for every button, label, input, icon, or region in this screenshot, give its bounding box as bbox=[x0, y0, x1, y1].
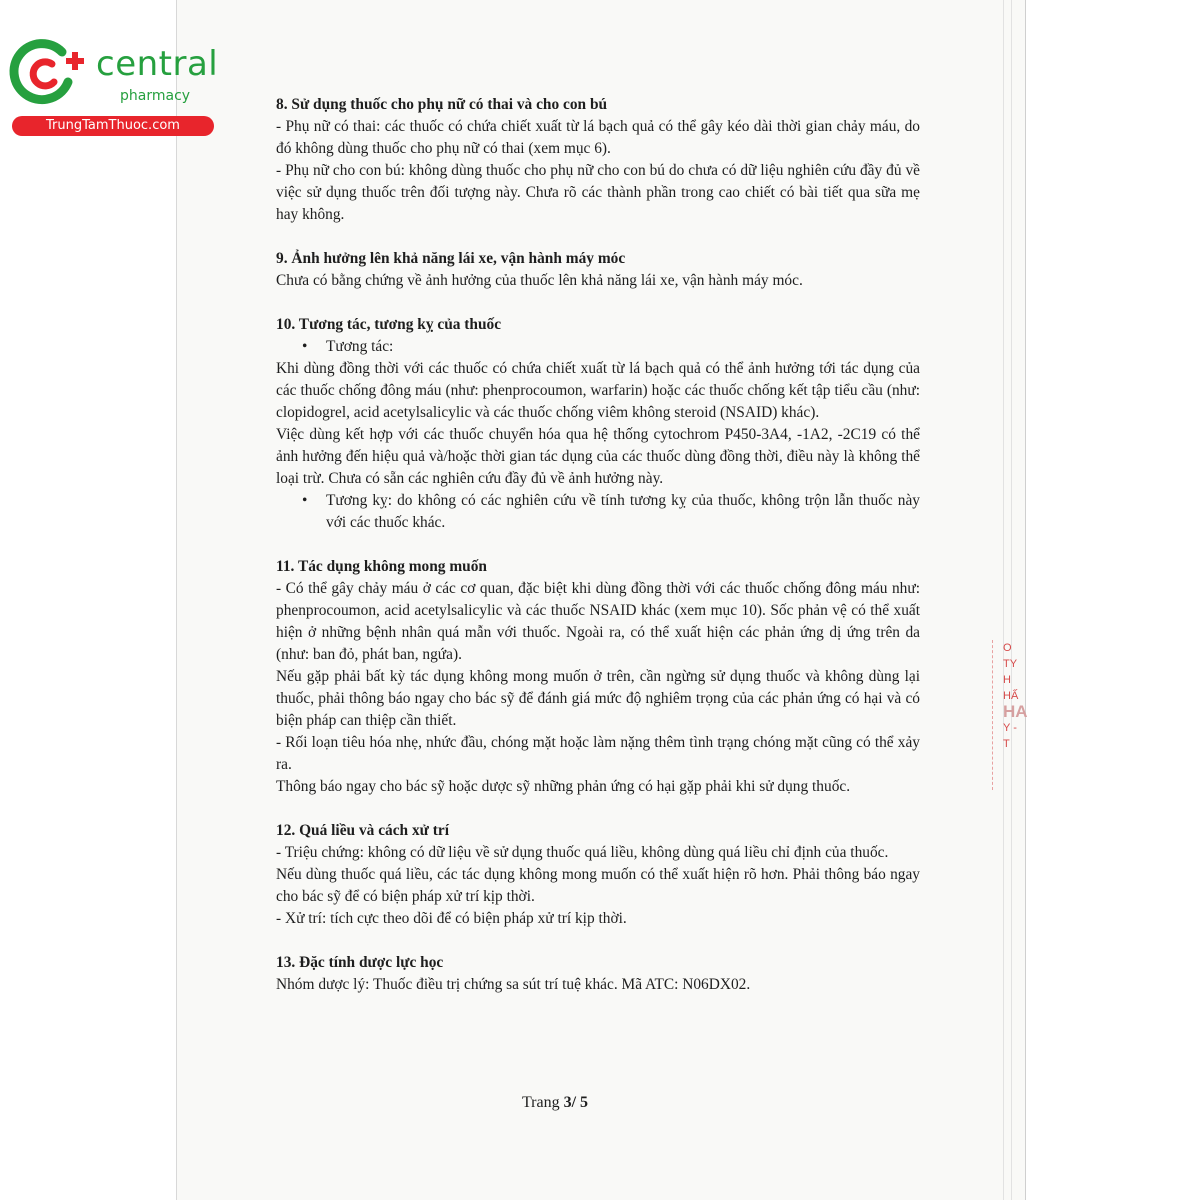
paragraph: - Phụ nữ cho con bú: không dùng thuốc cho phụ nữ cho con bú do chưa có dữ liệu nghiên cứu đầy đủ về việc sử dụng thuốc trên đối tượng này. Chưa rõ các thành phần trong cao chiết có bài tiết qua sữa mẹ hay không. bbox=[276, 162, 920, 223]
central-pharmacy-logo-icon bbox=[8, 38, 88, 108]
brand-name: central bbox=[96, 44, 219, 84]
section-heading: 11. Tác dụng không mong muốn bbox=[276, 558, 487, 575]
document-body bbox=[276, 94, 920, 1018]
bullet-item bbox=[276, 336, 920, 358]
paragraph: - Phụ nữ có thai: các thuốc có chứa chiết xuất từ lá bạch quả có thể gây kéo dài thời gian chảy máu, do đó không dùng thuốc cho phụ nữ có thai (xem mục 6). bbox=[276, 118, 920, 157]
page-count: 3/ 5 bbox=[563, 1094, 589, 1111]
brand-subtitle: pharmacy bbox=[120, 88, 191, 104]
stamp-text: H bbox=[1003, 674, 1011, 686]
page-label: Trang bbox=[521, 1094, 560, 1111]
paragraph: Việc dùng kết hợp với các thuốc chuyển hóa qua hệ thống cytochrom P450-3A4, -1A2, -2C19 có thể ảnh hưởng đến hiệu quả và/hoặc thời gian tác dụng của các thuốc dùng đồng thời, điều này là không thể loại trừ. Chưa có sẵn các nghiên cứu đầy đủ về ảnh hưởng này. bbox=[276, 426, 920, 487]
section-heading: 10. Tương tác, tương kỵ của thuốc bbox=[276, 316, 502, 333]
section-overdose bbox=[276, 820, 920, 930]
paragraph: Khi dùng đồng thời với các thuốc có chứa chiết xuất từ lá bạch quả có thể ảnh hưởng tới tác dụng của các thuốc chống đông máu (như: phenprocoumon, warfarin) hoặc các thuốc chống kết tập tiểu cầu (như: clopidogrel, acid acetylsalicylic và các thuốc chống viêm không steroid (NSAID) khác). bbox=[276, 360, 920, 421]
stamp-text: HẤ bbox=[1003, 690, 1019, 702]
section-driving bbox=[276, 248, 920, 292]
section-pregnancy bbox=[276, 94, 920, 226]
paragraph: - Triệu chứng: không có dữ liệu về sử dụng thuốc quá liều, không dùng quá liều chỉ định của thuốc. bbox=[276, 844, 889, 861]
stamp-text: TY bbox=[1003, 658, 1018, 670]
section-heading: 9. Ảnh hưởng lên khả năng lái xe, vận hành máy móc bbox=[276, 250, 626, 267]
bullet-text: Tương kỵ: do không có các nghiên cứu về tính tương kỵ của thuốc, không trộn lẫn thuốc này với các thuốc khác. bbox=[326, 492, 920, 531]
page-edge-line bbox=[1003, 0, 1004, 1200]
section-interactions bbox=[276, 314, 920, 534]
paragraph: - Có thể gây chảy máu ở các cơ quan, đặc biệt khi dùng đồng thời với các thuốc chống đông máu như: phenprocoumon, acid acetylsalicylic và các thuốc NSAID khác (xem mục 10). Sốc phản vệ có thể xuất hiện ở những bệnh nhân quá mẫn với thuốc. Ngoài ra, có thể xuất hiện các phản ứng dị ứng trên da (như: ban đỏ, phát ban, ngứa). bbox=[276, 580, 920, 663]
paragraph: Chưa có bằng chứng về ảnh hưởng của thuốc lên khả năng lái xe, vận hành máy móc. bbox=[276, 272, 803, 289]
paragraph: Nếu dùng thuốc quá liều, các tác dụng không mong muốn có thể xuất hiện rõ hơn. Phải thông báo ngay cho bác sỹ để có biện pháp xử trí kịp thời. bbox=[276, 866, 920, 905]
page-edge-line bbox=[1011, 0, 1012, 1200]
paragraph: Nếu gặp phải bất kỳ tác dụng không mong muốn ở trên, cần ngừng sử dụng thuốc và không dùng lại thuốc, phải thông báo ngay cho bác sỹ để đánh giá mức độ nghiêm trọng của các phản ứng có hại và có biện pháp can thiệp cần thiết. bbox=[276, 668, 920, 729]
bullet-text: Tương tác: bbox=[326, 338, 394, 355]
brand-website[interactable]: TrungTamThuoc.com bbox=[12, 116, 214, 136]
section-heading: 12. Quá liều và cách xử trí bbox=[276, 822, 449, 839]
bullet-icon: • bbox=[302, 492, 308, 509]
page-number bbox=[0, 1094, 1110, 1112]
company-stamp bbox=[992, 640, 1028, 790]
section-side-effects bbox=[276, 556, 920, 798]
stamp-text: O bbox=[1003, 642, 1012, 654]
paragraph: Thông báo ngay cho bác sỹ hoặc dược sỹ những phản ứng có hại gặp phải khi sử dụng thuốc. bbox=[276, 778, 851, 795]
stamp-text: HA bbox=[1003, 702, 1028, 721]
bullet-icon: • bbox=[302, 338, 308, 355]
pharmacy-logo[interactable] bbox=[8, 38, 218, 138]
stamp-text: Y - T bbox=[1003, 722, 1017, 750]
paragraph: Nhóm dược lý: Thuốc điều trị chứng sa sút trí tuệ khác. Mã ATC: N06DX02. bbox=[276, 976, 751, 993]
paragraph: - Xử trí: tích cực theo dõi để có biện pháp xử trí kịp thời. bbox=[276, 910, 627, 927]
section-pharmacodynamics bbox=[276, 952, 920, 996]
paragraph: - Rối loạn tiêu hóa nhẹ, nhức đầu, chóng mặt hoặc làm nặng thêm tình trạng chóng mặt cũng có thể xảy ra. bbox=[276, 734, 920, 773]
bullet-item bbox=[276, 490, 920, 534]
section-heading: 13. Đặc tính dược lực học bbox=[276, 954, 444, 971]
section-heading: 8. Sử dụng thuốc cho phụ nữ có thai và cho con bú bbox=[276, 96, 608, 113]
